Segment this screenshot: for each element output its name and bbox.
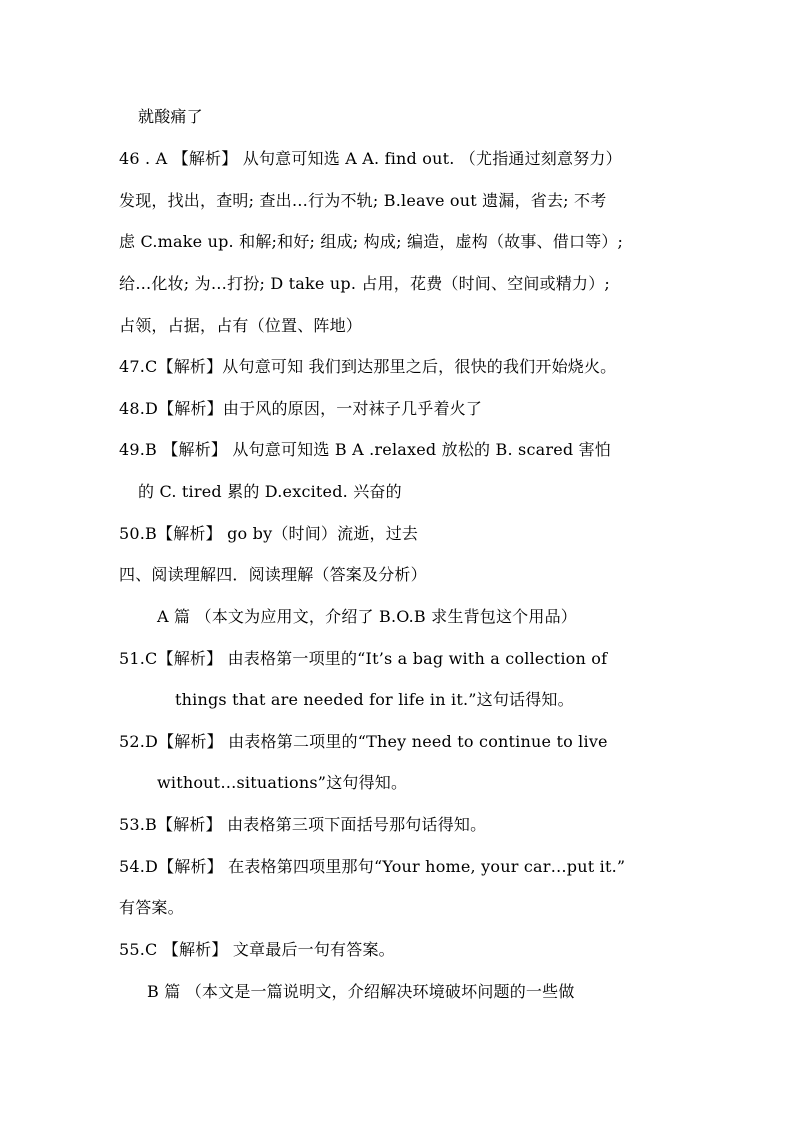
text-line-5: 给…化妆; 为…打扮; D take up. 占用，花费（时间、空间或精力）; <box>119 274 610 293</box>
text-line-11: 50.B【解析】 go by（时间）流逝，过去 <box>119 524 419 543</box>
text-line-21: 55.C 【解析】 文章最后一句有答案。 <box>119 940 395 959</box>
text-line-6: 占领，占据，占有（位置、阵地） <box>119 316 363 335</box>
text-line-19: 54.D【解析】 在表格第四项里那句“Your home, your car…put it.” <box>119 857 626 876</box>
text-line-3: 发现，找出，查明; 查出…行为不轨; B.leave out 遗漏，省去; 不考 <box>119 191 607 210</box>
text-line-10: 的 C. tired 累的 D.excited. 兴奋的 <box>138 482 402 501</box>
text-line-8: 48.D【解析】由于风的原因，一对袜子几乎着火了 <box>119 399 483 418</box>
text-line-2: 46 . A 【解析】 从句意可知选 A A. find out. （尤指通过刻意努力） <box>119 149 622 168</box>
text-line-1: 就酸痛了 <box>138 107 203 126</box>
text-line-18: 53.B【解析】 由表格第三项下面括号那句话得知。 <box>119 815 487 834</box>
text-line-17: without…situations”这句得知。 <box>157 773 408 792</box>
passage-a-heading: A 篇 （本文为应用文，介绍了 B.O.B 求生背包这个用品） <box>157 607 577 626</box>
text-line-9: 49.B 【解析】 从句意可知选 B A .relaxed 放松的 B. scared 害怕 <box>119 440 611 459</box>
text-line-4: 虑 C.make up. 和解;和好; 组成; 构成; 编造，虚构（故事、借口等）; <box>119 232 624 251</box>
passage-b-heading: B 篇 （本文是一篇说明文，介绍解决环境破坏问题的一些做 <box>147 982 575 1001</box>
section-heading: 四、阅读理解四．阅读理解（答案及分析） <box>119 565 427 584</box>
text-line-16: 52.D【解析】 由表格第二项里的“They need to continue to live <box>119 732 608 751</box>
text-line-20: 有答案。 <box>119 898 184 917</box>
text-line-14: 51.C【解析】 由表格第一项里的“It’s a bag with a collection of <box>119 649 608 668</box>
text-line-15: things that are needed for life in it.”这句话得知。 <box>175 690 574 709</box>
text-line-7: 47.C【解析】从句意可知 我们到达那里之后，很快的我们开始烧火。 <box>119 357 617 376</box>
